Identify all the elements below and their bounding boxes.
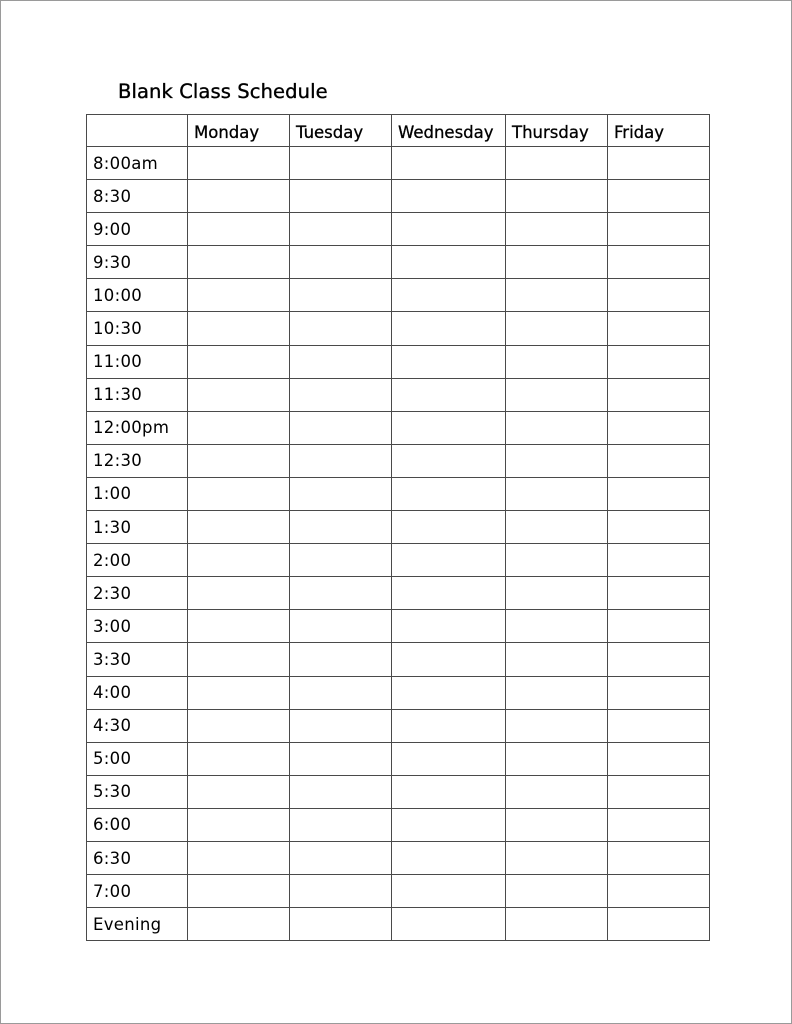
schedule-cell-wednesday[interactable]: [392, 676, 506, 709]
day-header-wednesday: Wednesday: [392, 115, 506, 147]
schedule-cell-monday[interactable]: [188, 312, 290, 345]
schedule-cell-friday[interactable]: [608, 908, 710, 941]
table-row: [87, 246, 710, 279]
time-slot-label: 4:00: [87, 676, 188, 709]
schedule-cell-monday[interactable]: [188, 875, 290, 908]
table-row: [87, 477, 710, 510]
schedule-cell-friday[interactable]: [608, 511, 710, 544]
time-slot-label: 10:30: [87, 312, 188, 345]
schedule-cell-wednesday[interactable]: [392, 808, 506, 841]
schedule-cell-tuesday[interactable]: [290, 841, 392, 874]
time-slot-label: 2:00: [87, 544, 188, 577]
schedule-cell-monday[interactable]: [188, 511, 290, 544]
table-row: [87, 709, 710, 742]
schedule-cell-monday[interactable]: [188, 908, 290, 941]
schedule-cell-thursday[interactable]: [506, 676, 608, 709]
schedule-cell-tuesday[interactable]: [290, 544, 392, 577]
schedule-cell-friday[interactable]: [608, 808, 710, 841]
time-slot-label: 8:30: [87, 180, 188, 213]
schedule-cell-thursday[interactable]: [506, 180, 608, 213]
schedule-cell-friday[interactable]: [608, 643, 710, 676]
schedule-cell-monday[interactable]: [188, 610, 290, 643]
schedule-cell-wednesday[interactable]: [392, 477, 506, 510]
time-slot-label: 12:00pm: [87, 411, 188, 444]
table-row: [87, 676, 710, 709]
table-row: [87, 841, 710, 874]
schedule-cell-friday[interactable]: [608, 544, 710, 577]
table-row: [87, 808, 710, 841]
schedule-cell-tuesday[interactable]: [290, 477, 392, 510]
schedule-cell-monday[interactable]: [188, 676, 290, 709]
schedule-cell-tuesday[interactable]: [290, 808, 392, 841]
schedule-cell-monday[interactable]: [188, 246, 290, 279]
schedule-cell-tuesday[interactable]: [290, 511, 392, 544]
schedule-cell-monday[interactable]: [188, 643, 290, 676]
schedule-cell-monday[interactable]: [188, 345, 290, 378]
table-row: [87, 279, 710, 312]
schedule-cell-wednesday[interactable]: [392, 180, 506, 213]
schedule-cell-tuesday[interactable]: [290, 378, 392, 411]
day-header-tuesday: Tuesday: [290, 115, 392, 147]
schedule-table: [86, 114, 710, 941]
time-slot-label: Evening: [87, 908, 188, 941]
schedule-cell-wednesday[interactable]: [392, 610, 506, 643]
schedule-cell-tuesday[interactable]: [290, 775, 392, 808]
schedule-cell-thursday[interactable]: [506, 742, 608, 775]
schedule-cell-friday[interactable]: [608, 411, 710, 444]
schedule-cell-tuesday[interactable]: [290, 345, 392, 378]
time-slot-label: 7:00: [87, 875, 188, 908]
schedule-cell-tuesday[interactable]: [290, 213, 392, 246]
table-row: [87, 411, 710, 444]
time-slot-label: 5:30: [87, 775, 188, 808]
schedule-cell-thursday[interactable]: [506, 841, 608, 874]
schedule-cell-friday[interactable]: [608, 246, 710, 279]
schedule-cell-thursday[interactable]: [506, 312, 608, 345]
schedule-cell-wednesday[interactable]: [392, 841, 506, 874]
schedule-cell-wednesday[interactable]: [392, 709, 506, 742]
table-row: [87, 643, 710, 676]
time-slot-label: 3:30: [87, 643, 188, 676]
schedule-cell-wednesday[interactable]: [392, 279, 506, 312]
schedule-cell-tuesday[interactable]: [290, 312, 392, 345]
schedule-body: [87, 147, 710, 941]
table-row: [87, 444, 710, 477]
schedule-cell-wednesday[interactable]: [392, 742, 506, 775]
time-slot-label: 1:30: [87, 511, 188, 544]
time-slot-label: 3:00: [87, 610, 188, 643]
time-slot-label: 4:30: [87, 709, 188, 742]
schedule-cell-wednesday[interactable]: [392, 908, 506, 941]
schedule-cell-thursday[interactable]: [506, 147, 608, 180]
table-row: [87, 875, 710, 908]
schedule-cell-thursday[interactable]: [506, 345, 608, 378]
schedule-cell-thursday[interactable]: [506, 908, 608, 941]
schedule-cell-wednesday[interactable]: [392, 378, 506, 411]
day-header-thursday: Thursday: [506, 115, 608, 147]
schedule-cell-wednesday[interactable]: [392, 246, 506, 279]
schedule-cell-wednesday[interactable]: [392, 511, 506, 544]
schedule-cell-friday[interactable]: [608, 577, 710, 610]
schedule-cell-tuesday[interactable]: [290, 411, 392, 444]
time-slot-label: 9:30: [87, 246, 188, 279]
schedule-cell-thursday[interactable]: [506, 577, 608, 610]
schedule-cell-monday[interactable]: [188, 808, 290, 841]
schedule-cell-friday[interactable]: [608, 742, 710, 775]
time-slot-label: 9:00: [87, 213, 188, 246]
schedule-cell-tuesday[interactable]: [290, 676, 392, 709]
schedule-cell-thursday[interactable]: [506, 511, 608, 544]
schedule-cell-wednesday[interactable]: [392, 312, 506, 345]
time-slot-label: 8:00am: [87, 147, 188, 180]
schedule-cell-tuesday[interactable]: [290, 610, 392, 643]
table-row: [87, 180, 710, 213]
schedule-cell-wednesday[interactable]: [392, 411, 506, 444]
corner-header-cell: [87, 115, 188, 147]
schedule-cell-tuesday[interactable]: [290, 709, 392, 742]
day-header-monday: Monday: [188, 115, 290, 147]
table-row: [87, 378, 710, 411]
schedule-cell-thursday[interactable]: [506, 444, 608, 477]
schedule-cell-tuesday[interactable]: [290, 180, 392, 213]
schedule-cell-friday[interactable]: [608, 841, 710, 874]
schedule-cell-wednesday[interactable]: [392, 775, 506, 808]
schedule-cell-monday[interactable]: [188, 577, 290, 610]
schedule-cell-monday[interactable]: [188, 477, 290, 510]
table-row: [87, 345, 710, 378]
schedule-cell-monday[interactable]: [188, 742, 290, 775]
schedule-cell-tuesday[interactable]: [290, 279, 392, 312]
time-slot-label: 11:30: [87, 378, 188, 411]
schedule-cell-tuesday[interactable]: [290, 908, 392, 941]
schedule-cell-friday[interactable]: [608, 875, 710, 908]
schedule-cell-monday[interactable]: [188, 147, 290, 180]
schedule-cell-thursday[interactable]: [506, 246, 608, 279]
table-row: [87, 312, 710, 345]
schedule-cell-wednesday[interactable]: [392, 875, 506, 908]
schedule-cell-friday[interactable]: [608, 279, 710, 312]
schedule-cell-tuesday[interactable]: [290, 742, 392, 775]
schedule-cell-wednesday[interactable]: [392, 544, 506, 577]
time-slot-label: 5:00: [87, 742, 188, 775]
time-slot-label: 11:00: [87, 345, 188, 378]
page-title: Blank Class Schedule: [118, 80, 328, 103]
schedule-cell-thursday[interactable]: [506, 775, 608, 808]
time-slot-label: 6:00: [87, 808, 188, 841]
schedule-cell-thursday[interactable]: [506, 643, 608, 676]
schedule-cell-thursday[interactable]: [506, 875, 608, 908]
schedule-cell-wednesday[interactable]: [392, 213, 506, 246]
schedule-cell-tuesday[interactable]: [290, 147, 392, 180]
table-row: [87, 775, 710, 808]
table-row: [87, 577, 710, 610]
schedule-cell-friday[interactable]: [608, 610, 710, 643]
time-slot-label: 10:00: [87, 279, 188, 312]
schedule-cell-thursday[interactable]: [506, 808, 608, 841]
schedule-cell-thursday[interactable]: [506, 610, 608, 643]
schedule-cell-wednesday[interactable]: [392, 147, 506, 180]
schedule-cell-monday[interactable]: [188, 378, 290, 411]
time-slot-label: 12:30: [87, 444, 188, 477]
schedule-cell-tuesday[interactable]: [290, 577, 392, 610]
schedule-cell-friday[interactable]: [608, 444, 710, 477]
schedule-cell-monday[interactable]: [188, 709, 290, 742]
schedule-cell-monday[interactable]: [188, 279, 290, 312]
time-slot-label: 2:30: [87, 577, 188, 610]
schedule-cell-friday[interactable]: [608, 312, 710, 345]
schedule-cell-thursday[interactable]: [506, 279, 608, 312]
table-row: [87, 147, 710, 180]
table-row: [87, 511, 710, 544]
schedule-cell-wednesday[interactable]: [392, 345, 506, 378]
schedule-cell-friday[interactable]: [608, 147, 710, 180]
schedule-cell-friday[interactable]: [608, 709, 710, 742]
schedule-cell-thursday[interactable]: [506, 378, 608, 411]
schedule-cell-thursday[interactable]: [506, 477, 608, 510]
schedule-cell-monday[interactable]: [188, 841, 290, 874]
schedule-cell-monday[interactable]: [188, 180, 290, 213]
schedule-cell-friday[interactable]: [608, 213, 710, 246]
schedule-cell-friday[interactable]: [608, 345, 710, 378]
schedule-cell-wednesday[interactable]: [392, 643, 506, 676]
table-row: [87, 544, 710, 577]
schedule-cell-thursday[interactable]: [506, 411, 608, 444]
schedule-cell-thursday[interactable]: [506, 544, 608, 577]
schedule-cell-monday[interactable]: [188, 444, 290, 477]
schedule-cell-wednesday[interactable]: [392, 577, 506, 610]
schedule-cell-monday[interactable]: [188, 213, 290, 246]
schedule-cell-friday[interactable]: [608, 477, 710, 510]
table-row: [87, 908, 710, 941]
schedule-cell-friday[interactable]: [608, 676, 710, 709]
schedule-cell-tuesday[interactable]: [290, 875, 392, 908]
day-header-friday: Friday: [608, 115, 710, 147]
schedule-cell-wednesday[interactable]: [392, 444, 506, 477]
schedule-cell-tuesday[interactable]: [290, 643, 392, 676]
schedule-cell-friday[interactable]: [608, 180, 710, 213]
table-row: [87, 213, 710, 246]
schedule-cell-friday[interactable]: [608, 378, 710, 411]
schedule-cell-thursday[interactable]: [506, 213, 608, 246]
table-row: [87, 742, 710, 775]
schedule-cell-tuesday[interactable]: [290, 444, 392, 477]
schedule-cell-monday[interactable]: [188, 544, 290, 577]
table-row: [87, 610, 710, 643]
schedule-cell-monday[interactable]: [188, 411, 290, 444]
time-slot-label: 6:30: [87, 841, 188, 874]
schedule-cell-tuesday[interactable]: [290, 246, 392, 279]
header-row: [87, 115, 710, 147]
time-slot-label: 1:00: [87, 477, 188, 510]
schedule-cell-monday[interactable]: [188, 775, 290, 808]
schedule-cell-friday[interactable]: [608, 775, 710, 808]
schedule-cell-thursday[interactable]: [506, 709, 608, 742]
